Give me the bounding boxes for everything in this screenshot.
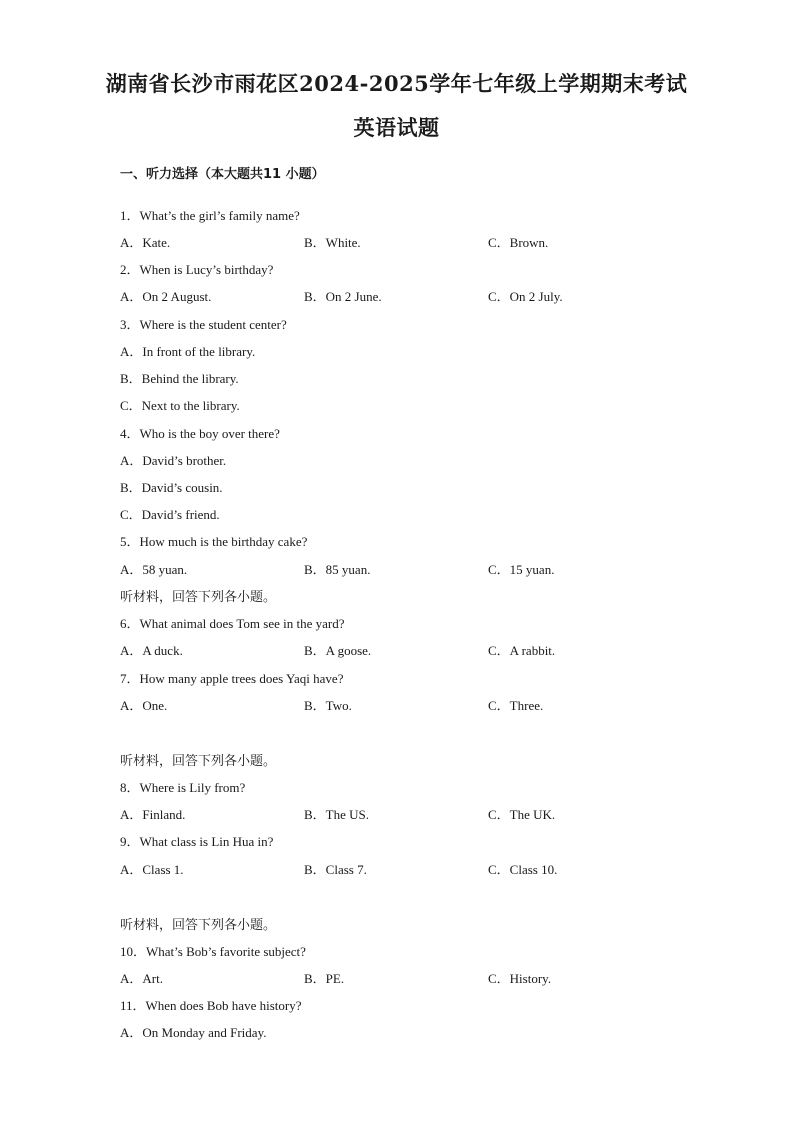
question-3-option-c: C．Next to the library.: [120, 398, 240, 413]
listening-instruction-2: 听材料，回答下列各小题。: [120, 754, 277, 769]
question-11-option-a: A．On Monday and Friday.: [120, 1025, 267, 1040]
question-8-option-b: B．The US.: [304, 807, 370, 822]
question-5-option-c: C．15 yuan.: [488, 562, 555, 577]
question-1-option-a: A．Kate.: [120, 235, 171, 250]
question-9-stem: 9．What class is Lin Hua in?: [120, 834, 274, 849]
question-8-option-c: C．The UK.: [488, 807, 556, 822]
exam-title: 湖南省长沙市雨花区2024-2025学年七年级上学期期末考试: [105, 71, 688, 96]
listening-instruction-3: 听材料，回答下列各小题。: [120, 918, 277, 933]
question-7-stem: 7．How many apple trees does Yaqi have?: [120, 671, 344, 686]
section-heading-listening: 一、听力选择（本大题共11 小题）: [120, 167, 325, 182]
question-9-option-a: A．Class 1.: [120, 862, 184, 877]
question-7-option-c: C．Three.: [488, 698, 544, 713]
question-4-option-b: B．David’s cousin.: [120, 480, 223, 495]
question-6-stem: 6．What animal does Tom see in the yard?: [120, 616, 345, 631]
question-8-option-a: A．Finland.: [120, 807, 186, 822]
question-6-option-b: B．A goose.: [304, 643, 372, 658]
question-3-stem: 3．Where is the student center?: [120, 317, 287, 332]
question-4-stem: 4．Who is the boy over there?: [120, 426, 280, 441]
question-9-option-c: C．Class 10.: [488, 862, 558, 877]
question-3-option-b: B．Behind the library.: [120, 371, 239, 386]
question-6-option-a: A．A duck.: [120, 643, 183, 658]
question-5-option-b: B．85 yuan.: [304, 562, 371, 577]
question-2-option-b: B．On 2 June.: [304, 289, 382, 304]
question-5-option-a: A．58 yuan.: [120, 562, 188, 577]
question-2-stem: 2．When is Lucy’s birthday?: [120, 262, 274, 277]
question-7-option-a: A．One.: [120, 698, 168, 713]
question-10-option-b: B．PE.: [304, 971, 345, 986]
question-1-stem: 1．What’s the girl’s family name?: [120, 208, 300, 223]
question-10-option-a: A．Art.: [120, 971, 163, 986]
question-6-option-c: C．A rabbit.: [488, 643, 556, 658]
question-10-stem: 10．What’s Bob’s favorite subject?: [120, 944, 306, 959]
question-2-option-a: A．On 2 August.: [120, 289, 212, 304]
question-9-option-b: B．Class 7.: [304, 862, 367, 877]
question-1-option-c: C．Brown.: [488, 235, 549, 250]
question-2-option-c: C．On 2 July.: [488, 289, 563, 304]
question-4-option-c: C．David’s friend.: [120, 507, 220, 522]
listening-instruction-1: 听材料，回答下列各小题。: [120, 590, 277, 605]
question-7-option-b: B．Two.: [304, 698, 352, 713]
question-4-option-a: A．David’s brother.: [120, 453, 227, 468]
question-5-stem: 5．How much is the birthday cake?: [120, 534, 308, 549]
exam-subtitle: 英语试题: [353, 115, 440, 140]
question-10-option-c: C．History.: [488, 971, 552, 986]
question-11-stem: 11．When does Bob have history?: [120, 998, 302, 1013]
question-3-option-a: A．In front of the library.: [120, 344, 256, 359]
question-1-option-b: B．White.: [304, 235, 361, 250]
question-8-stem: 8．Where is Lily from?: [120, 780, 246, 795]
